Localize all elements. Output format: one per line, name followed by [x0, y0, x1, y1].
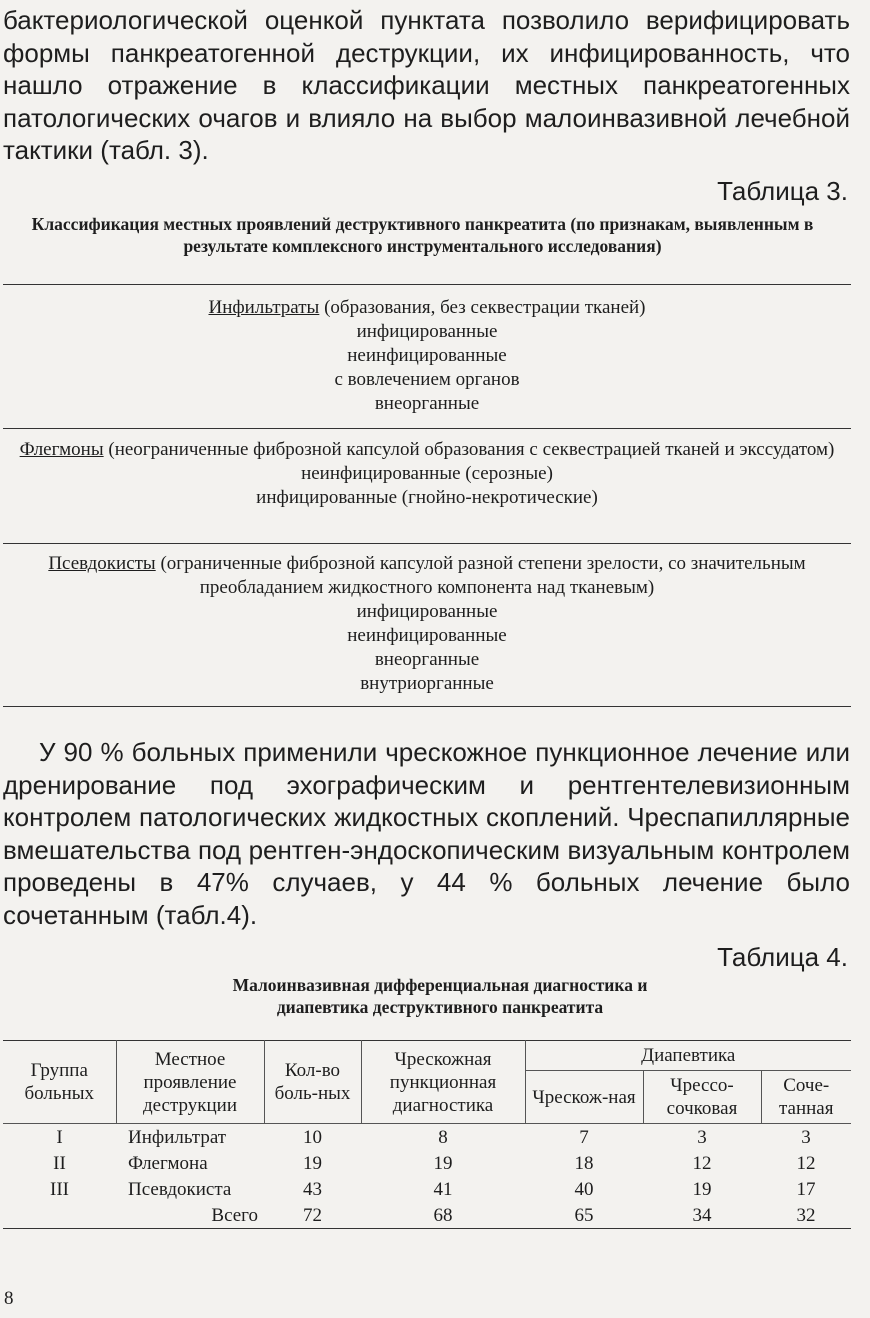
section-item: неинфицированные (серозные) [301, 463, 553, 484]
cell-count: 72 [264, 1202, 361, 1229]
cell-diagnostics: 19 [433, 1152, 453, 1174]
cell-count: 43 [303, 1178, 322, 1200]
section-item: внутриорганные [360, 673, 494, 694]
table3-section-phlegmons [3, 438, 851, 510]
cell-diagnostics: 68 [361, 1202, 525, 1229]
header-diapeutics: Диапевтика [525, 1041, 851, 1071]
cell-percutaneous: 7 [579, 1126, 589, 1148]
section-item: внеорганные [374, 649, 480, 670]
cell-count: 19 [303, 1152, 322, 1174]
table3-section-pseudocysts [3, 552, 851, 696]
table3-divider [3, 543, 851, 544]
table-row [3, 1150, 851, 1176]
table3-divider [3, 428, 851, 429]
table4 [3, 1040, 851, 1229]
section-definition: (образования, без секвестрации тканей) [319, 297, 646, 318]
section-heading [9, 438, 845, 462]
cell-percutaneous: 65 [525, 1202, 643, 1229]
header-percutaneous: Чрескож-ная [525, 1071, 643, 1124]
section-item: внеорганные [374, 393, 480, 414]
cell-percutaneous: 18 [574, 1152, 594, 1174]
cell-transpapillary: 3 [697, 1126, 707, 1148]
cell-combined: 3 [801, 1126, 811, 1148]
section-item: инфицированные (гнойно-некротические) [256, 487, 598, 508]
table4-title-line: Малоинвазивная дифференциальная диагностика и [232, 975, 648, 995]
section-term: Псевдокисты [48, 553, 156, 574]
section-item: с вовлечением органов [334, 369, 520, 390]
header-transpapillary: Чрессо-сочковая [643, 1071, 761, 1124]
cell-percutaneous: 40 [574, 1178, 594, 1200]
table3-section-infiltrates [3, 296, 851, 416]
cell-manifestation: Псевдокиста [128, 1178, 232, 1200]
cell-transpapillary: 19 [692, 1178, 712, 1200]
section-heading [9, 552, 845, 600]
table4-title-line: диапевтика деструктивного панкреатита [276, 997, 604, 1017]
header-group: Группа больных [3, 1041, 116, 1124]
section-item: инфицированные [356, 321, 498, 342]
cell-combined: 17 [796, 1178, 816, 1200]
table-row [3, 1124, 851, 1151]
section-item: неинфицированные [347, 625, 507, 646]
table-row [3, 1176, 851, 1202]
header-count: Кол-во боль-ных [264, 1041, 361, 1124]
header-combined: Соче-танная [761, 1071, 851, 1124]
cell-count: 10 [303, 1126, 322, 1148]
table3-title: Классификация местных проявлений деструктивного панкреатита (по признакам, выявленным в результате комплексного инструментального исследования) [31, 214, 814, 256]
section-item: инфицированные [356, 601, 498, 622]
cell-manifestation: Инфильтрат [128, 1126, 227, 1148]
paragraph-intro: бактериологической оценкой пунктата позволило верифицировать формы панкреатогенной деструкции, их инфицированность, что нашло отражение в классификации местных панкреатогенных патологических очагов и влияло на выбор малоинвазивной лечебной тактики (табл. 3). [3, 5, 850, 165]
table3-top-rule [3, 284, 851, 285]
cell-combined: 32 [761, 1202, 851, 1229]
page-number: 8 [4, 1288, 14, 1309]
table3-caption: Таблица 3. [717, 176, 848, 206]
cell-diagnostics: 8 [438, 1126, 448, 1148]
cell-transpapillary: 12 [692, 1152, 712, 1174]
cell-total-label: Всего [3, 1202, 264, 1229]
paragraph-treatment: У 90 % больных применили чрескожное пункционное лечение или дренирование под эхографическим и рентгентелевизионным контролем патологических жидкостных скоплений. Чреспапиллярные вмешательства под рентген-эндоскопическим визуальным контролем проведены в 47% случаев, у 44 % больных лечение было сочетанным (табл.4). [3, 737, 850, 930]
table4-caption: Таблица 4. [717, 942, 848, 972]
section-term: Флегмоны [19, 439, 104, 460]
table4-title [60, 974, 820, 1018]
cell-diagnostics: 41 [433, 1178, 453, 1200]
cell-combined: 12 [796, 1152, 816, 1174]
cell-group: II [53, 1152, 66, 1174]
cell-manifestation: Флегмона [128, 1152, 208, 1174]
section-heading [3, 296, 851, 320]
cell-transpapillary: 34 [643, 1202, 761, 1229]
section-item: неинфицированные [347, 345, 507, 366]
cell-group: III [50, 1178, 69, 1200]
cell-group: I [56, 1126, 63, 1148]
section-term: Инфильтраты [208, 297, 320, 318]
table-total-row [3, 1202, 851, 1229]
header-percutaneous-diagnostics: Чрескожная пункционная диагностика [361, 1041, 525, 1124]
header-manifestation: Местное проявление деструкции [116, 1041, 264, 1124]
table3-bottom-rule [3, 706, 851, 707]
section-definition: (ограниченные фиброзной капсулой разной степени зрелости, со значительным преобладанием жидкостного компонента над тканевым) [155, 553, 806, 598]
section-definition: (неограниченные фиброзной капсулой образования с секвестрацией тканей и экссудатом) [103, 439, 835, 460]
